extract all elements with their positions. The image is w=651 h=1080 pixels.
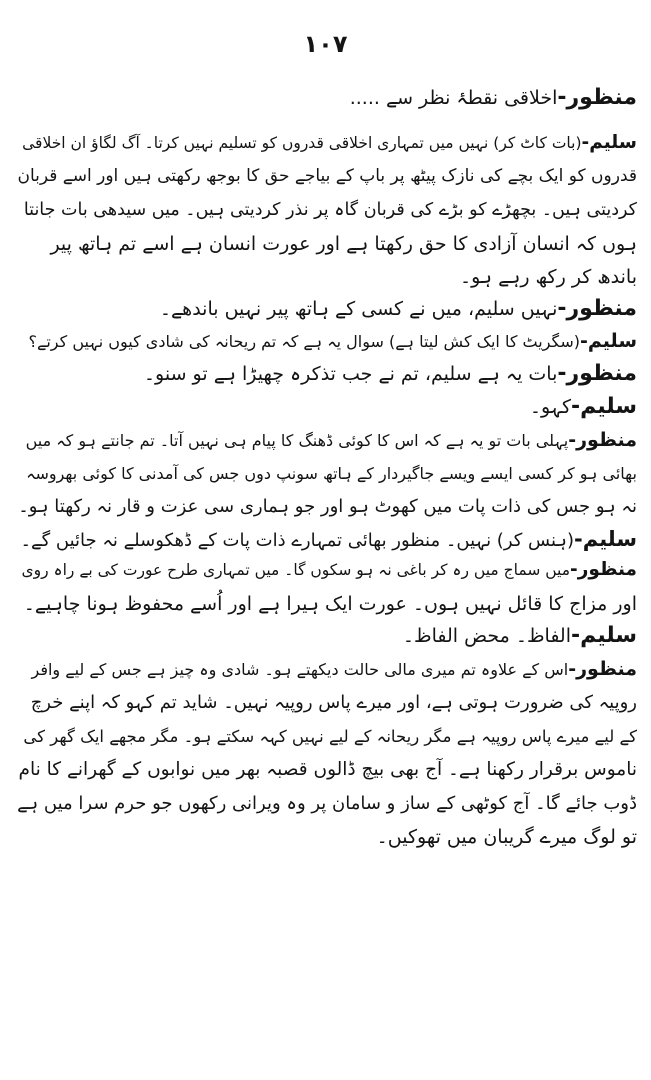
speaker-name: منظور-	[557, 361, 637, 386]
dialogue-text: (بات کاٹ کر) نہیں میں تمہاری اخلاقی قدروں کو تسلیم نہیں کرتا۔ آگ لگاؤ ان اخلاقی	[22, 134, 582, 152]
dialogue-text: قدروں کو ایک بچے کی نازک پیٹھ پر باپ کے بیاجے حق کا بوجھ رکھتی ہیں اور اسے قربان	[17, 166, 637, 186]
speaker-name: منظور-	[568, 429, 637, 451]
dialogue-text: تو لوگ میرے گریبان میں تھوکیں۔	[376, 826, 637, 848]
dialogue-text: (ہنس کر) نہیں۔ منظور بھائی تمہارے ذات پات کے ڈھکوسلے نہ جائیں گے۔	[20, 530, 575, 551]
speaker-name: سلیم-	[581, 132, 637, 153]
dialogue-text: اخلاقی نقطۂ نظر سے .....	[349, 87, 558, 109]
dialogue-text: کردیتی ہیں۔ بچھڑے کو بڑے کی قربان گاہ پر نذر کردیتی ہیں۔ میں سیدھی بات جانتا	[23, 200, 637, 220]
dialogue-text: نہ ہو جس کی ذات پات میں کھوٹ ہو اور جو ہماری سی عزت و قار نہ رکھتا ہو۔	[18, 496, 637, 517]
dialogue-text: نہیں سلیم، میں نے کسی کے ہاتھ پیر نہیں باندھے۔	[159, 298, 558, 320]
text-line	[16, 821, 639, 853]
speaker-name: سلیم-	[580, 330, 637, 352]
text-line	[16, 721, 639, 753]
speaker-name: سلیم-	[571, 394, 637, 419]
text-line	[16, 391, 639, 423]
dialogue-text: روپیہ کی ضرورت ہوتی ہے، اور میرے پاس روپیہ نہیں۔ شاید تم کہو کہ اپنے خرچ	[30, 692, 637, 713]
text-line	[16, 687, 639, 719]
text-line	[16, 754, 639, 786]
text-line	[16, 160, 639, 192]
speaker-name: سلیم-	[571, 623, 637, 648]
text-line	[16, 127, 639, 159]
text-line	[16, 194, 639, 226]
text-line	[16, 82, 639, 114]
dialogue-text: بات یہ ہے سلیم، تم نے جب تذکرہ چھیڑا ہے تو سنو۔	[143, 363, 558, 385]
dialogue-text: ڈوب جائے گا۔ آج کوٹھی کے ساز و سامان پر وہ ویرانی رکھوں جو حرم سرا میں ہے	[17, 793, 637, 814]
text-line	[16, 358, 639, 390]
speaker-name: منظور-	[568, 658, 637, 680]
speaker-name: منظور-	[570, 559, 637, 580]
text-line	[16, 653, 639, 685]
text-line	[16, 554, 639, 586]
text-line	[16, 424, 639, 456]
dialogue-text: الفاظ۔ محض الفاظ۔	[402, 625, 572, 647]
dialogue-text: کہو۔	[529, 396, 572, 418]
speaker-name: سلیم-	[574, 527, 637, 551]
text-line	[16, 588, 639, 620]
speaker-name: منظور-	[557, 296, 637, 321]
dialogue-text: بھائی ہو کر کسی ایسے ویسے جاگیردار کے ہاتھ سونپ دوں جس کی آمدنی کا کوئی بھروسہ	[26, 464, 637, 483]
dialogue-text: (سگریٹ کا ایک کش لیتا ہے) سوال یہ ہے کہ تم ریحانہ کی شادی کیوں نہیں کرتے؟	[28, 332, 581, 351]
text-line	[16, 788, 639, 820]
dialogue-text: اور مزاج کا قائل نہیں ہوں۔ عورت ایک ہیرا ہے اور اُسے محفوظ ہونا چاہیے۔	[23, 593, 637, 615]
text-line	[16, 293, 639, 325]
speaker-name: منظور-	[557, 85, 637, 110]
dialogue-text: میں سماج میں رہ کر باغی نہ ہو سکوں گا۔ میں تمہاری طرح عورت کی بے راہ روی	[21, 561, 571, 579]
text-line	[16, 228, 639, 260]
dialogue-text: باندھ کر رکھ رہے ہو۔	[459, 266, 637, 288]
page-number: ۱۰۷	[303, 30, 348, 58]
dialogue-text: پہلی بات تو یہ ہے کہ اس کا کوئی ڈھنگ کا پیام ہی نہیں آتا۔ تم جانتے ہو کہ میں	[25, 431, 569, 450]
dialogue-text: ناموس برقرار رکھنا ہے۔ آج بھی بیچ ڈالوں قصبہ بھر میں نوابوں کے گھرانے کا نام	[18, 759, 637, 780]
dialogue-text: اس کے علاوہ تم میری مالی حالت دیکھتے ہو۔ شادی وہ چیز ہے جس کے لیے وافر	[31, 660, 569, 679]
text-line	[16, 491, 639, 523]
text-line	[16, 458, 639, 490]
dialogue-text: ہوں کہ انسان آزادی کا حق رکھتا ہے اور عورت انسان ہے اسے تم ہاتھ پیر	[50, 233, 637, 255]
dialogue-text: کے لیے میرے پاس روپیہ ہے مگر ریحانہ کے لیے نہیں کہہ سکتے ہو۔ مگر مجھے ایک گھر کی	[23, 727, 637, 746]
text-line	[16, 261, 639, 293]
text-line	[16, 620, 639, 652]
text-line	[16, 523, 639, 555]
text-line	[16, 325, 639, 357]
